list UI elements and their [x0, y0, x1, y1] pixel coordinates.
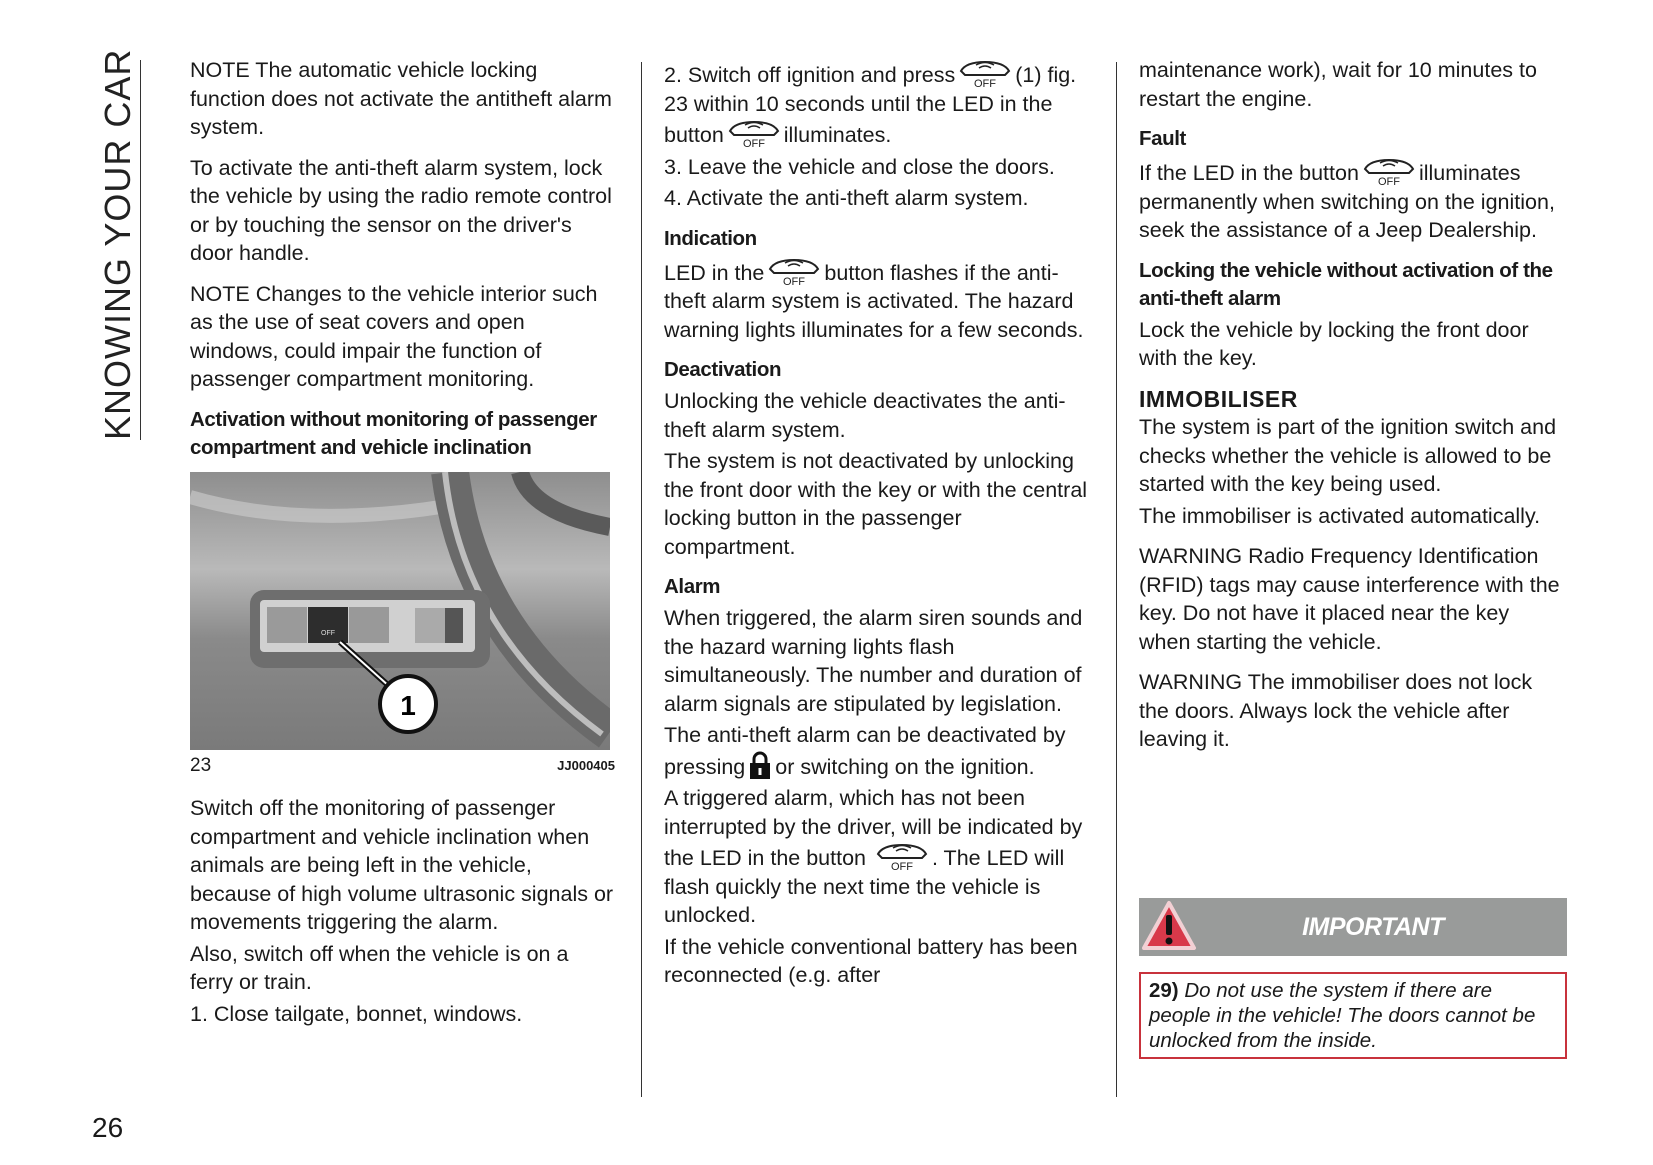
- step-3: 3. Leave the vehicle and close the doors.: [664, 154, 1055, 179]
- alarm-off-button-icon: [727, 118, 781, 148]
- paragraph: If the vehicle conventional battery has been reconnected (e.g. after: [664, 934, 1078, 987]
- section-heading: Activation without monitoring of passenger compartment and vehicle inclination: [190, 407, 597, 459]
- figure-callout-1: 1: [400, 689, 416, 721]
- paragraph: A triggered alarm, which has not been interrupted by the driver, will be indicated by the LED in the button . The LED will flash quickly the next time the vehicle is unlocked.: [664, 786, 1083, 927]
- important-note: 29) Do not use the system if there are people in the vehicle! The doors cannot be unlocked from the inside.: [1139, 972, 1567, 1059]
- paragraph: Lock the vehicle by locking the front door with the key.: [1139, 317, 1529, 370]
- alarm-off-button-icon: [875, 841, 929, 871]
- paragraph: Unlocking the vehicle deactivates the anti-theft alarm system.: [664, 389, 1066, 442]
- column-2: [664, 58, 1089, 1002]
- page-number: 26: [92, 1112, 124, 1143]
- alarm-off-button-icon: [767, 256, 821, 286]
- step-1: 1. Close tailgate, bonnet, windows.: [190, 1001, 523, 1026]
- section-heading: Alarm: [664, 575, 721, 598]
- paragraph: maintenance work), wait for 10 minutes to restart the engine.: [1139, 58, 1537, 111]
- paragraph: The system is not deactivated by unlocking the front door with the key or with the central locking button in the passenger compartment.: [664, 449, 1088, 559]
- figure-23-image: [190, 472, 610, 750]
- paragraph: When triggered, the alarm siren sounds and the hazard warning lights flash simultaneously. The number and duration of alarm signals are stipulated by legislation.: [664, 606, 1083, 716]
- note-paragraph: NOTE Changes to the vehicle interior such as the use of seat covers and open windows, could impair the function of passenger compartment monitoring.: [190, 281, 598, 391]
- section-heading: Indication: [664, 226, 757, 250]
- step-4: 4. Activate the anti-theft alarm system.: [664, 186, 1029, 210]
- warning-paragraph: WARNING The immobiliser does not lock the doors. Always lock the vehicle after leaving it.: [1139, 670, 1533, 751]
- column-1: [190, 56, 615, 1040]
- side-title-rule: [140, 60, 141, 440]
- figure-number: 23: [190, 754, 212, 776]
- column-divider: [1116, 62, 1117, 1097]
- note-paragraph: NOTE The automatic vehicle locking function does not activate the antitheft alarm system.: [190, 58, 612, 139]
- paragraph: Switch off the monitoring of passenger compartment and vehicle inclination when animals are being left in the vehicle, because of high volume ultrasonic signals or movements triggering the alarm.: [190, 796, 614, 934]
- step-2: 2. Switch off ignition and press (1) fig. 23 within 10 seconds until the LED in the button illuminates.: [664, 58, 1089, 150]
- section-heading: Locking the vehicle without activation of the anti-theft alarm: [1139, 258, 1553, 310]
- section-side-title: KNOWING YOUR CAR: [97, 48, 138, 440]
- alarm-off-button-icon: [958, 58, 1012, 88]
- warning-triangle-icon: [1139, 898, 1199, 956]
- warning-paragraph: WARNING Radio Frequency Identification (RFID) tags may cause interference with the key. Do not have it placed near the key when starting the vehicle.: [1139, 544, 1560, 654]
- figure-code: JJ000405: [557, 757, 615, 773]
- svg-text:OFF: OFF: [321, 629, 335, 637]
- paragraph: The anti-theft alarm can be deactivated by pressing or switching on the ignition.: [664, 723, 1066, 779]
- column-divider: [641, 62, 642, 1097]
- important-header: [1139, 898, 1567, 956]
- important-title: IMPORTANT: [1302, 912, 1444, 941]
- section-title-immobiliser: IMMOBILISER: [1139, 385, 1298, 412]
- section-heading: Deactivation: [664, 358, 782, 381]
- alarm-off-button-icon: [1362, 156, 1416, 186]
- column-3: [1139, 56, 1564, 766]
- paragraph: If the LED in the button illuminates permanently when switching on the ignition, seek the assistance of a Jeep Dealership.: [1139, 156, 1564, 245]
- lock-icon: [748, 750, 772, 780]
- section-heading: Fault: [1139, 127, 1186, 150]
- paragraph: LED in the button flashes if the anti-theft alarm system is activated. The hazard warning lights illuminates for a few seconds.: [664, 256, 1089, 345]
- paragraph: Also, switch off when the vehicle is on a ferry or train.: [190, 941, 569, 994]
- paragraph: The immobiliser is activated automatically.: [1139, 503, 1541, 528]
- paragraph: The system is part of the ignition switch and checks whether the vehicle is allowed to be started with the key being used.: [1139, 415, 1557, 496]
- paragraph: To activate the anti-theft alarm system, lock the vehicle by using the radio remote control or by touching the sensor on the driver's door handle.: [190, 155, 612, 265]
